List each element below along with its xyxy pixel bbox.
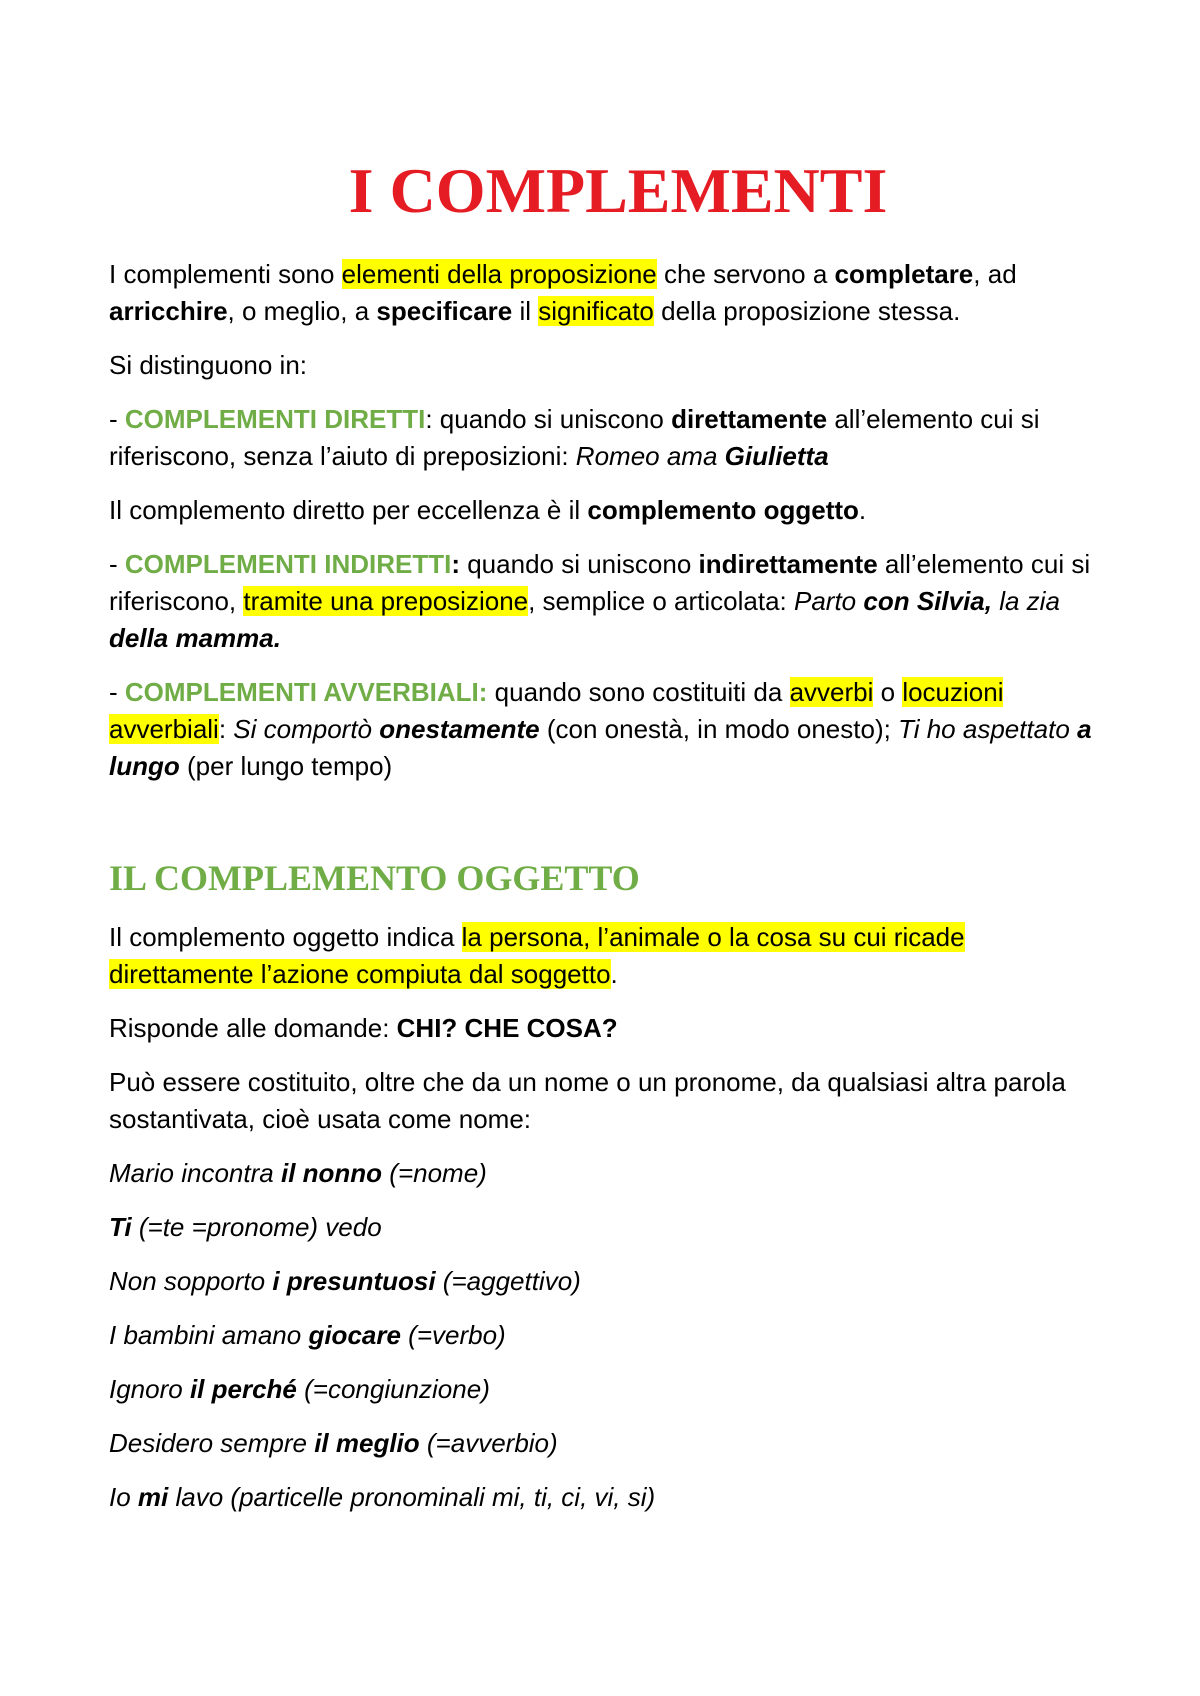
highlighted-text: la persona, l’animale o la cosa su cui ricade	[461, 922, 965, 952]
highlighted-text: tramite una preposizione	[243, 586, 529, 616]
plain-text: all’elemento cui si	[827, 404, 1040, 434]
example-object: Ti	[109, 1212, 132, 1242]
text-line	[109, 711, 1127, 748]
plain-text: .	[858, 495, 867, 525]
bold-term: specificare	[376, 296, 513, 326]
list-dash: -	[109, 404, 125, 434]
category-label: COMPLEMENTI DIRETTI	[124, 404, 426, 434]
plain-text: : quando si uniscono	[425, 404, 672, 434]
example-text: Si comportò	[233, 714, 380, 744]
example-object: il nonno	[280, 1158, 383, 1188]
types-intro-paragraph	[109, 347, 1127, 384]
plain-text: , o meglio, a	[227, 296, 377, 326]
plain-text: riferiscono, senza l’aiuto di preposizioni:	[109, 441, 576, 471]
highlighted-text: significato	[538, 296, 654, 326]
direct-note-paragraph	[109, 492, 1127, 529]
example-sentence	[109, 1263, 1127, 1300]
example-sentence	[109, 1209, 1127, 1246]
example-object: il perché	[189, 1374, 297, 1404]
example-annotation: (=nome)	[382, 1158, 487, 1188]
category-label: COMPLEMENTI AVVERBIALI:	[124, 677, 488, 707]
example-term: onestamente	[379, 714, 540, 744]
plain-text: Il complemento oggetto indica	[109, 922, 462, 952]
example-object: il meglio	[314, 1428, 420, 1458]
questions-paragraph	[109, 1010, 1127, 1047]
highlighted-text: locuzioni	[902, 677, 1004, 707]
example-annotation: (=aggettivo)	[435, 1266, 581, 1296]
example-object: i presuntuosi	[272, 1266, 436, 1296]
text-line	[109, 256, 1127, 293]
example-text: Ti ho aspettato	[898, 714, 1078, 744]
example-text: Desidero sempre	[109, 1428, 315, 1458]
example-sentence	[109, 1317, 1127, 1354]
example-text: Io	[109, 1482, 138, 1512]
text-line	[109, 919, 1127, 956]
plain-text: quando si uniscono	[460, 549, 699, 579]
bold-colon: :	[451, 549, 460, 579]
example-object: giocare	[308, 1320, 401, 1350]
example-annotation: (=congiunzione)	[296, 1374, 490, 1404]
list-dash: -	[109, 549, 125, 579]
example-annotation: (=verbo)	[400, 1320, 506, 1350]
bold-term: arricchire	[109, 296, 228, 326]
example-object: mi	[137, 1482, 169, 1512]
text-line	[109, 583, 1127, 620]
plain-text: quando sono costituiti da	[487, 677, 790, 707]
text-line	[109, 546, 1127, 583]
example-term: della mamma.	[109, 623, 281, 653]
text-line: Può essere costituito, oltre che da un nome o un pronome, da qualsiasi altra parola	[109, 1067, 1066, 1097]
highlighted-text: avverbi	[789, 677, 874, 707]
section-heading: IL COMPLEMENTO OGGETTO	[109, 858, 640, 898]
plain-text: (per lungo tempo)	[179, 751, 393, 781]
plain-text: all’elemento cui si	[877, 549, 1091, 579]
page-content	[109, 151, 1127, 1533]
text-line	[109, 748, 1127, 785]
plain-text: .	[610, 959, 618, 989]
text-line	[109, 438, 1127, 475]
category-label: COMPLEMENTI INDIRETTI	[124, 549, 452, 579]
plain-text: che servono a	[656, 259, 835, 289]
example-sentence	[109, 1155, 1127, 1192]
example-text: I bambini amano	[109, 1320, 309, 1350]
bold-term: complemento oggetto	[587, 495, 859, 525]
example-text: Non sopporto	[109, 1266, 273, 1296]
intro-paragraph	[109, 256, 1127, 330]
example-sentence	[109, 1479, 1127, 1516]
example-annotation: lavo (particelle pronominali mi, ti, ci, vi, si)	[168, 1482, 656, 1512]
text-line	[109, 293, 1127, 330]
object-definition-paragraph	[109, 919, 1127, 993]
example-sentence	[109, 1371, 1127, 1408]
example-text: Mario incontra	[109, 1158, 281, 1188]
example-sentence	[109, 1425, 1127, 1462]
text-line: Si distinguono in:	[109, 350, 308, 380]
example-text: Parto	[794, 586, 864, 616]
highlighted-text: avverbiali	[109, 714, 219, 744]
bold-term: completare	[834, 259, 974, 289]
plain-text: I complementi sono	[109, 259, 342, 289]
example-annotation: (=avverbio)	[419, 1428, 558, 1458]
highlighted-text: direttamente l’azione compiuta dal soggetto	[109, 959, 611, 989]
example-text: Ignoro	[109, 1374, 190, 1404]
highlighted-text: elementi della proposizione	[341, 259, 657, 289]
adverbial-complements-paragraph	[109, 674, 1127, 785]
forms-paragraph	[109, 1064, 1127, 1138]
example-text: la zia	[991, 586, 1060, 616]
bold-term: direttamente	[671, 404, 828, 434]
text-line	[109, 620, 1127, 657]
text-line	[109, 401, 1127, 438]
example-term: con Silvia,	[863, 586, 992, 616]
plain-text: riferiscono,	[109, 586, 244, 616]
indirect-complements-paragraph	[109, 546, 1127, 657]
text-line	[109, 492, 1127, 529]
plain-text: :	[218, 714, 234, 744]
plain-text: (con onestà, in modo onesto);	[539, 714, 899, 744]
text-line: sostantivata, cioè usata come nome:	[109, 1104, 532, 1134]
bold-term: indirettamente	[698, 549, 878, 579]
text-line	[109, 956, 1127, 993]
plain-text: Risponde alle domande:	[109, 1013, 397, 1043]
plain-text: della proposizione stessa.	[653, 296, 961, 326]
example-term: Giulietta	[724, 441, 829, 471]
list-dash: -	[109, 677, 125, 707]
example-term: a	[1077, 714, 1092, 744]
text-line	[109, 674, 1127, 711]
example-term: lungo	[109, 751, 180, 781]
plain-text: , ad	[973, 259, 1017, 289]
example-annotation: (=te =pronome) vedo	[131, 1212, 382, 1242]
bold-term: CHI? CHE COSA?	[396, 1013, 618, 1043]
page-title: I COMPLEMENTI	[348, 155, 888, 226]
text-line	[109, 1010, 1127, 1047]
plain-text: o	[873, 677, 903, 707]
plain-text: il	[512, 296, 539, 326]
example-text: Romeo ama	[575, 441, 725, 471]
plain-text: , semplice o articolata:	[528, 586, 794, 616]
direct-complements-paragraph	[109, 401, 1127, 475]
plain-text: Il complemento diretto per eccellenza è il	[109, 495, 588, 525]
